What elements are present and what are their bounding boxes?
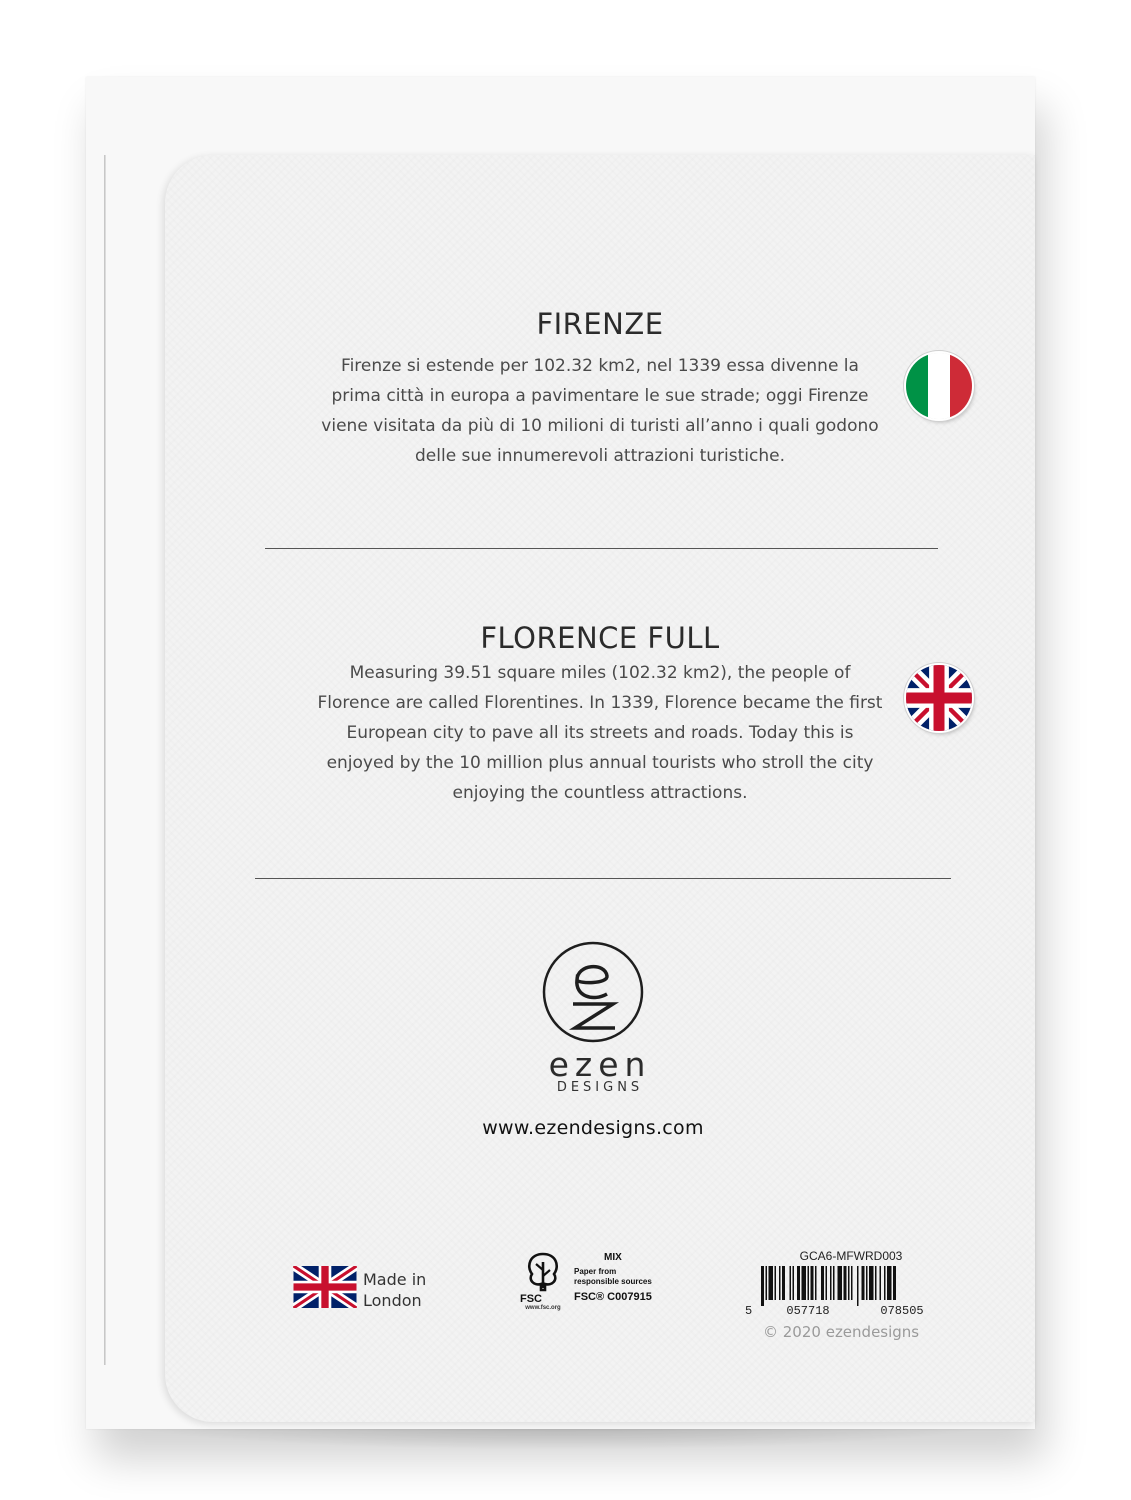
section-divider-bottom bbox=[255, 878, 951, 879]
website-link[interactable]: www.ezendesigns.com bbox=[482, 1117, 704, 1139]
barcode-icon bbox=[745, 1266, 955, 1306]
barcode-bar bbox=[893, 1266, 896, 1300]
brand-subtitle: DESIGNS bbox=[556, 1080, 644, 1095]
fsc-details bbox=[574, 1250, 652, 1303]
made-in-badge bbox=[293, 1266, 426, 1313]
fsc-url: www.fsc.org bbox=[525, 1305, 561, 1311]
barcode-bar bbox=[830, 1266, 832, 1300]
barcode-bar bbox=[880, 1266, 882, 1300]
barcode-bar bbox=[815, 1266, 817, 1300]
barcode-bar bbox=[838, 1266, 843, 1300]
italian-description: Firenze si estende per 102.32 km2, nel 1339 essa divenne la prima città in europa a pavimentare le sue strade; oggi Firenze viene visitata da più di 10 milioni di turisti all’anno i quali godono delle sue innumerevoli attrazioni turistiche. bbox=[321, 356, 879, 466]
barcode-digits bbox=[745, 1304, 955, 1318]
barcode-bar bbox=[782, 1266, 785, 1300]
barcode-bar bbox=[790, 1266, 792, 1300]
envelope-fold-edge bbox=[104, 155, 106, 1365]
barcode-bar bbox=[761, 1266, 764, 1306]
barcode-bar bbox=[808, 1266, 810, 1300]
barcode-bar bbox=[833, 1266, 835, 1300]
barcode-bar bbox=[802, 1266, 807, 1300]
barcode-bar bbox=[766, 1266, 768, 1300]
italy-flag-icon bbox=[906, 353, 972, 419]
uk-flag-icon bbox=[293, 1266, 357, 1313]
brand-name: ezen bbox=[548, 1045, 652, 1084]
product-code: GCA6-MFWRD003 bbox=[799, 1249, 903, 1263]
barcode-bar bbox=[811, 1266, 814, 1300]
barcode-bar bbox=[884, 1266, 886, 1300]
copyright-notice: © 2020 ezendesigns bbox=[763, 1323, 920, 1341]
fsc-mix: MIX bbox=[604, 1252, 622, 1263]
barcode-bar bbox=[875, 1266, 877, 1300]
english-title: FLORENCE FULL bbox=[480, 621, 720, 655]
barcode-bar bbox=[887, 1266, 892, 1300]
uk-flag-icon bbox=[906, 665, 972, 731]
barcode-digit-lead: 5 bbox=[745, 1304, 753, 1318]
barcode-bar bbox=[866, 1266, 868, 1300]
barcode-bar bbox=[869, 1266, 874, 1300]
section-divider-top bbox=[265, 548, 938, 549]
made-in-line2: London bbox=[363, 1290, 422, 1310]
made-in-line1: Made in bbox=[363, 1269, 427, 1289]
barcode-bar bbox=[862, 1266, 865, 1300]
barcode-bar bbox=[793, 1266, 795, 1300]
barcode-block bbox=[745, 1249, 955, 1318]
greeting-card-back bbox=[165, 155, 1035, 1422]
fsc-code: FSC® C007915 bbox=[574, 1291, 652, 1303]
fsc-line1: Paper from bbox=[574, 1267, 617, 1276]
barcode-bar bbox=[826, 1266, 828, 1300]
barcode-bar bbox=[848, 1266, 850, 1300]
barcode-bar bbox=[775, 1266, 777, 1300]
english-description: Measuring 39.51 square miles (102.32 km2), the people of Florence are called Florentines. In 1339, Florence became the first European city to pave all its streets and roads. Today this is enjoyed by the 10 million plus annual tourists who stroll the city enjoying the countless attractions. bbox=[317, 663, 883, 803]
barcode-bar bbox=[797, 1266, 800, 1300]
fsc-label: FSC bbox=[520, 1293, 542, 1305]
barcode-row bbox=[745, 1266, 955, 1306]
barcode-bar bbox=[779, 1266, 781, 1300]
barcode-digits-right: 078505 bbox=[880, 1304, 924, 1318]
barcode-bar bbox=[769, 1266, 774, 1300]
barcode-bar bbox=[821, 1266, 824, 1300]
barcode-digits-left: 057718 bbox=[786, 1304, 830, 1318]
fsc-line2: responsible sources bbox=[574, 1277, 652, 1286]
barcode-bar bbox=[844, 1266, 847, 1300]
italian-title: FIRENZE bbox=[536, 307, 664, 341]
ezen-monogram-icon bbox=[541, 940, 645, 1044]
made-in-label bbox=[363, 1269, 426, 1311]
fsc-badge bbox=[520, 1250, 652, 1311]
barcode-bar bbox=[857, 1266, 859, 1306]
fsc-logo bbox=[520, 1250, 566, 1311]
barcode-bar bbox=[851, 1266, 853, 1300]
